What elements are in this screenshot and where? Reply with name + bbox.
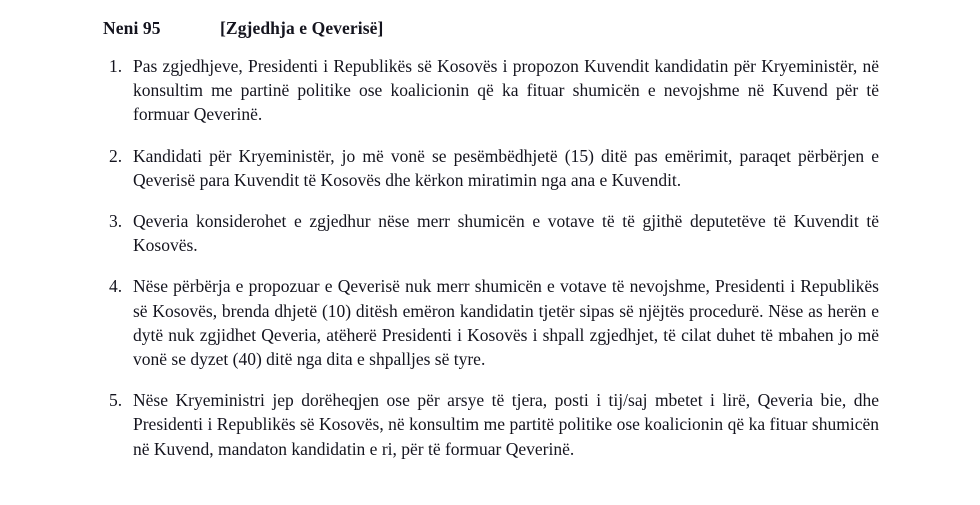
clause-text: Qeveria konsiderohet e zgjedhur nëse merr shumicën e votave të të gjithë deputetëve të Kuvendit të Kosovës. xyxy=(133,211,879,256)
clause-marker: 3. xyxy=(109,211,123,232)
clause-item xyxy=(103,209,879,257)
clause-item xyxy=(103,54,879,127)
clause-marker: 5. xyxy=(109,390,123,411)
clause-list xyxy=(103,54,879,461)
article-heading xyxy=(103,16,879,40)
article-number: Neni 95 xyxy=(103,18,161,38)
document-body xyxy=(103,16,879,461)
clause-text: Kandidati për Kryeministër, jo më vonë se pesëmbëdhjetë (15) ditë pas emërimit, paraqet përbërjen e Qeverisë para Kuvendit të Kosovës dhe kërkon miratimin nga ana e Kuvendit. xyxy=(133,145,879,190)
clause-item xyxy=(103,144,879,192)
clause-text: Nëse përbërja e propozuar e Qeverisë nuk merr shumicën e votave të nevojshme, Presidenti i Republikës së Kosovës, brenda dhjetë (10) ditësh emëron kandidatin tjetër sipas së njëjtës procedurë. Nëse as herën e dytë nuk zgjidhet Qeveria, atëherë Presidenti i Kosovës i shpall zgjedhjet, të cilat duhet të mbahen jo më vonë se dyzet (40) ditë nga dita e shpalljes së tyre. xyxy=(133,276,879,370)
article-title: [Zgjedhja e Qeverisë] xyxy=(220,18,384,38)
clause-item xyxy=(103,274,879,371)
clause-text: Nëse Kryeministri jep dorëheqjen ose për arsye të tjera, posti i tij/saj mbetet i lirë, Qeveria bie, dhe Presidenti i Republikës së Kosovës, në konsultim me partitë politike ose koalicionin që ka fituar shumicën në Kuvend, mandaton kandidatin e ri, për të formuar Qeverinë. xyxy=(133,390,879,459)
clause-marker: 4. xyxy=(109,276,123,297)
clause-marker: 1. xyxy=(109,56,123,76)
clause-item xyxy=(103,388,879,461)
clause-marker: 2. xyxy=(109,145,123,166)
clause-text: Pas zgjedhjeve, Presidenti i Republikës së Kosovës i propozon Kuvendit kandidatin për Kryeministër, në konsultim me partinë politike ose koalicionin që ka fituar shumicën e nevojshme në Kuvend për të formuar Qeverinë. xyxy=(133,56,879,125)
